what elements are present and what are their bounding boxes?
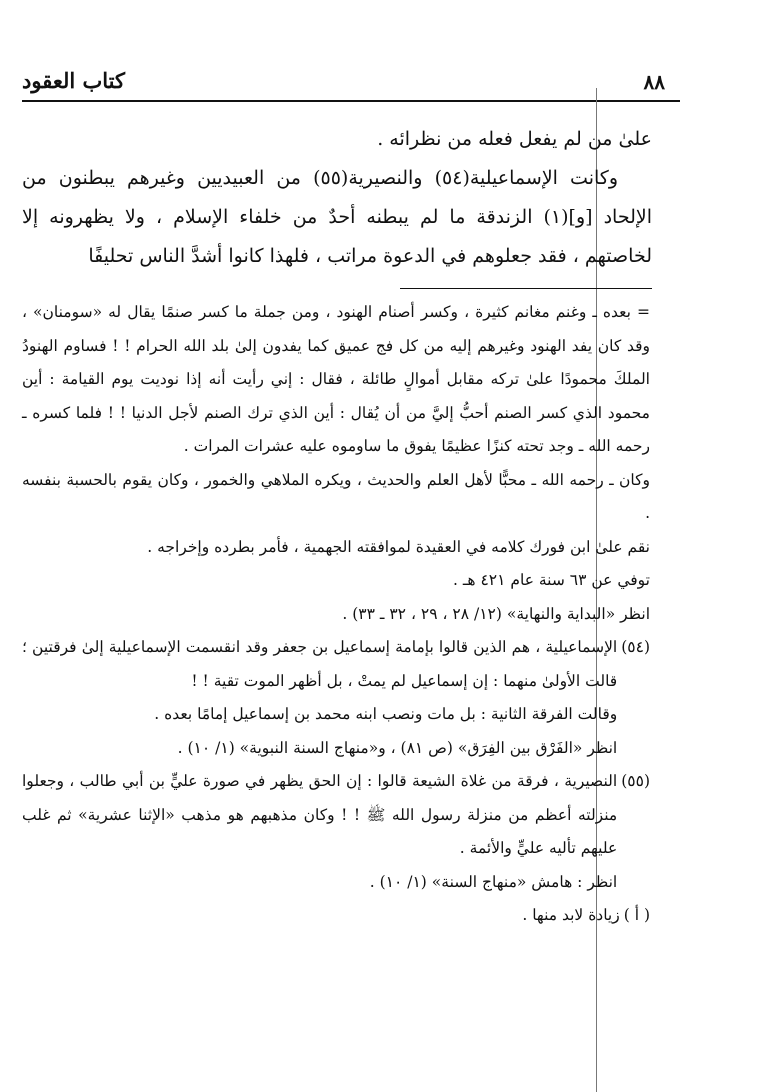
footnote-continuation-paragraph: توفي عن ٦٣ سنة عام ٤٢١ هـ .: [452, 571, 650, 589]
footnote-body: [22, 631, 617, 765]
page-header: [22, 66, 665, 100]
header-rule: [22, 100, 680, 102]
footnote-separator: [400, 288, 652, 289]
footnote-paragraph: الإسماعيلية ، هم الذين قالوا بإمامة إسماعيل بن جعفر وقد انقسمت الإسماعيلية إلىٰ فرقتين ؛ قالت الأولىٰ منهما : إن إسماعيل لم يمتْ ، بل أظهر الموت تقية ! !: [22, 638, 618, 690]
page-number: ٨٨: [643, 70, 665, 94]
footnote-continuation-paragraph: = بعده ـ وغنم مغانم كثيرة ، وكسر أصنام الهنود ، ومن جملة ما كسر صنمًا يقال له «سومنان» ، وقد كان يفد الهنود وغيرهم إليه من كل فج عميق كما يفدون إلىٰ بلد الله الحرام ! ! فساوم الهنودُ الملكَ محمودًا علىٰ تركه مقابل أموالٍ طائلة ، فقال : إني رأيت أنه إذا نوديت يوم القيامة : أين محمود الذي كسر الصنم أحبُّ إليَّ من أن يُقال : أين الذي ترك الصنم لأجل الدنيا ! ! فلما كسره ـ رحمه الله ـ وجد تحته كنزًا عظيمًا يفوق ما ساوموه عليه عشرات المرات .: [22, 303, 650, 455]
footnote-body: [22, 765, 617, 899]
footnote-1: [22, 899, 650, 933]
footnote-marker: ( أ ): [623, 906, 650, 924]
main-paragraph: وكانت الإسماعيلية(٥٤) والنصيرية(٥٥) من العبيديين وغيرهم يبطنون من الإلحاد [و](١) الزندقة ما لم يبطنه أحدٌ من خلفاء الإسلام ، ولا يظهرونه إلا لخاصتهم ، فقد جعلوهم في الدعوة مراتب ، فلهذا كانوا أشدَّ الناس تحليفًا: [22, 167, 652, 267]
footnote-continuation-paragraph: وكان ـ رحمه الله ـ محبًّا لأهل العلم والحديث ، ويكره الملاهي والخمور ، وكان يقوم بالحسبة بنفسه .: [22, 470, 650, 522]
footnote-continuation-paragraph: انظر «البداية والنهاية» (١٢/ ٢٨ ، ٢٩ ، ٣٢ ـ ٣٣) .: [342, 604, 650, 623]
footnote-reference: انظر : هامش «منهاج السنة» (١/ ١٠) .: [369, 872, 618, 891]
main-text: [22, 120, 652, 276]
footnote-marker: (٥٥): [621, 772, 650, 790]
footnote-reference: انظر «الفَرْق بين الفِرَق» (ص ٨١) ، و«منهاج السنة النبوية» (١/ ١٠) .: [177, 738, 618, 757]
footnote-paragraph: النصيرية ، فرقة من غلاة الشيعة قالوا : إن الحق يظهر في صورة عليٍّ بن أبي طالب ، وجعلوا منزلته أعظم من منزلة رسول الله ﷺ ! ! وكان مذهبهم هو مذهب «الإثنا عشرية» ثم غلب عليهم تأليه عليٍّ والأئمة .: [22, 772, 618, 857]
footnote-continuation-paragraph: نقم علىٰ ابن فورك كلامه في العقيدة لموافقته الجهمية ، فأمر بطرده وإخراجه .: [147, 537, 650, 556]
footnote-marker: (٥٤): [621, 638, 650, 656]
footnote-body: [22, 899, 620, 933]
main-paragraph: علىٰ من لم يفعل فعله من نظرائه .: [377, 128, 652, 150]
running-title: كتاب العقود: [22, 68, 126, 93]
footnote-paragraph: وقالت الفرقة الثانية : بل مات ونصب ابنه محمد بن إسماعيل إمامًا بعده .: [154, 705, 618, 723]
footnote-55: [22, 765, 650, 899]
footnote-paragraph: زيادة لابد منها .: [522, 906, 620, 924]
footnote-54: [22, 631, 650, 765]
footnotes: [22, 296, 650, 933]
